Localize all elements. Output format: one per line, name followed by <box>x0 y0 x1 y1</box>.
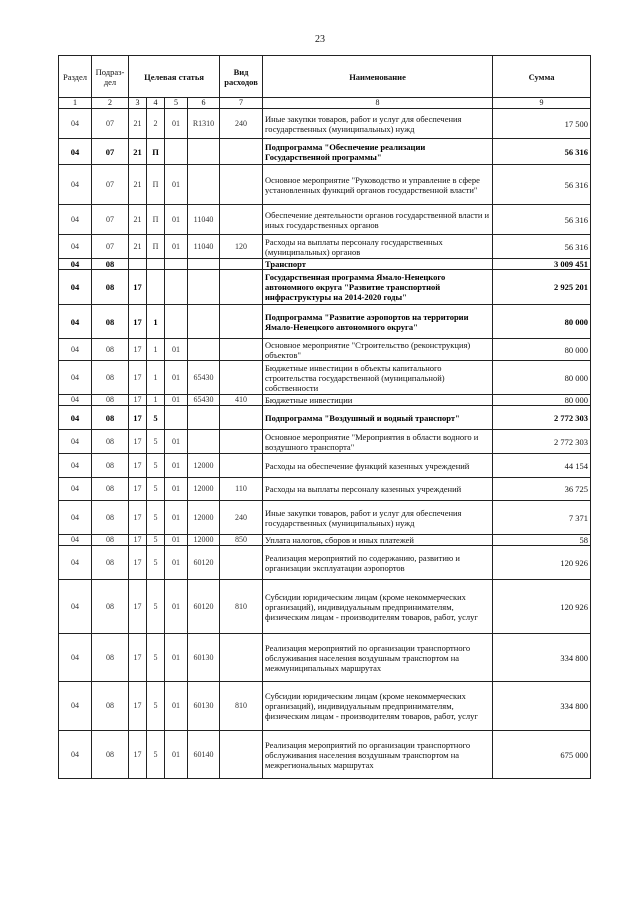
expense-type-cell <box>220 454 263 478</box>
column-number: 4 <box>147 98 165 109</box>
subprogram-code-cell: П <box>147 139 165 165</box>
table-body <box>59 109 591 779</box>
expense-type-cell <box>220 634 263 682</box>
program-code-cell: 17 <box>129 580 147 634</box>
razdel-cell: 04 <box>59 165 92 205</box>
table-row <box>59 546 591 580</box>
expense-type-cell: 850 <box>220 535 263 546</box>
name-cell: Транспорт <box>263 259 493 270</box>
activity-code-cell: 01 <box>165 478 188 501</box>
direction-code-cell: R1310 <box>188 109 220 139</box>
program-code-cell: 21 <box>129 109 147 139</box>
sum-cell: 120 926 <box>493 580 591 634</box>
column-number: 5 <box>165 98 188 109</box>
subprogram-code-cell: П <box>147 235 165 259</box>
table-row <box>59 270 591 305</box>
direction-code-cell: 11040 <box>188 205 220 235</box>
subprogram-code-cell: 5 <box>147 501 165 535</box>
direction-code-cell: 65430 <box>188 395 220 406</box>
column-number: 9 <box>493 98 591 109</box>
header-celevaya-statya: Целевая статья <box>129 56 220 98</box>
table-row <box>59 580 591 634</box>
podrazdel-cell: 08 <box>92 270 129 305</box>
activity-code-cell <box>165 406 188 430</box>
expense-type-cell <box>220 430 263 454</box>
header-razdel: Раздел <box>59 56 92 98</box>
activity-code-cell: 01 <box>165 454 188 478</box>
direction-code-cell <box>188 270 220 305</box>
table-row <box>59 501 591 535</box>
name-cell: Реализация мероприятий по организации транспортного обслуживания населения воздушным транспортом на межмуниципальных маршрутах <box>263 634 493 682</box>
table-row <box>59 305 591 339</box>
expense-type-cell <box>220 731 263 779</box>
activity-code-cell: 01 <box>165 501 188 535</box>
direction-code-cell: 12000 <box>188 501 220 535</box>
sum-cell: 2 772 303 <box>493 430 591 454</box>
subprogram-code-cell <box>147 259 165 270</box>
sum-cell: 3 009 451 <box>493 259 591 270</box>
name-cell: Реализация мероприятий по организации транспортного обслуживания населения воздушным транспортом на межрегиональных маршрутах <box>263 731 493 779</box>
column-number: 6 <box>188 98 220 109</box>
expense-type-cell <box>220 546 263 580</box>
podrazdel-cell: 07 <box>92 109 129 139</box>
subprogram-code-cell: 1 <box>147 395 165 406</box>
podrazdel-cell: 08 <box>92 731 129 779</box>
column-number-row <box>59 98 591 109</box>
podrazdel-cell: 08 <box>92 580 129 634</box>
table-row <box>59 454 591 478</box>
table-row <box>59 682 591 731</box>
program-code-cell: 17 <box>129 501 147 535</box>
expense-type-cell: 240 <box>220 501 263 535</box>
sum-cell: 2 925 201 <box>493 270 591 305</box>
program-code-cell: 17 <box>129 270 147 305</box>
table-row <box>59 478 591 501</box>
sum-cell: 675 000 <box>493 731 591 779</box>
table-row <box>59 165 591 205</box>
razdel-cell: 04 <box>59 634 92 682</box>
podrazdel-cell: 08 <box>92 501 129 535</box>
direction-code-cell <box>188 406 220 430</box>
sum-cell: 334 800 <box>493 634 591 682</box>
subprogram-code-cell: 5 <box>147 682 165 731</box>
program-code-cell: 17 <box>129 430 147 454</box>
program-code-cell: 17 <box>129 535 147 546</box>
expense-type-cell <box>220 205 263 235</box>
name-cell: Расходы на выплаты персоналу казенных учреждений <box>263 478 493 501</box>
sum-cell: 58 <box>493 535 591 546</box>
subprogram-code-cell: П <box>147 165 165 205</box>
expense-type-cell <box>220 139 263 165</box>
subprogram-code-cell: 5 <box>147 454 165 478</box>
column-number: 8 <box>263 98 493 109</box>
razdel-cell: 04 <box>59 580 92 634</box>
razdel-cell: 04 <box>59 501 92 535</box>
subprogram-code-cell: П <box>147 205 165 235</box>
podrazdel-cell: 08 <box>92 546 129 580</box>
program-code-cell: 21 <box>129 139 147 165</box>
razdel-cell: 04 <box>59 259 92 270</box>
program-code-cell: 17 <box>129 731 147 779</box>
podrazdel-cell: 08 <box>92 535 129 546</box>
direction-code-cell <box>188 305 220 339</box>
sum-cell: 36 725 <box>493 478 591 501</box>
sum-cell: 56 316 <box>493 205 591 235</box>
razdel-cell: 04 <box>59 430 92 454</box>
expense-type-cell: 810 <box>220 682 263 731</box>
name-cell: Субсидии юридическим лицам (кроме некоммерческих организаций), индивидуальным предпринимателям, физическим лицам - производителям товаров, работ, услуг <box>263 682 493 731</box>
program-code-cell: 17 <box>129 395 147 406</box>
program-code-cell: 17 <box>129 634 147 682</box>
activity-code-cell: 01 <box>165 339 188 361</box>
podrazdel-cell: 07 <box>92 165 129 205</box>
sum-cell: 7 371 <box>493 501 591 535</box>
name-cell: Иные закупки товаров, работ и услуг для обеспечения государственных (муниципальных) нужд <box>263 501 493 535</box>
subprogram-code-cell: 5 <box>147 580 165 634</box>
name-cell: Обеспечение деятельности органов государственной власти и иных государственных органов <box>263 205 493 235</box>
activity-code-cell: 01 <box>165 731 188 779</box>
sum-cell: 56 316 <box>493 165 591 205</box>
sum-cell: 334 800 <box>493 682 591 731</box>
program-code-cell: 17 <box>129 478 147 501</box>
razdel-cell: 04 <box>59 205 92 235</box>
razdel-cell: 04 <box>59 406 92 430</box>
sum-cell: 80 000 <box>493 361 591 395</box>
direction-code-cell: 12000 <box>188 535 220 546</box>
header-summa: Сумма <box>493 56 591 98</box>
expense-type-cell <box>220 305 263 339</box>
table-row <box>59 109 591 139</box>
podrazdel-cell: 08 <box>92 305 129 339</box>
name-cell: Основное мероприятие "Руководство и управление в сфере установленных функций органов государственной власти" <box>263 165 493 205</box>
sum-cell: 56 316 <box>493 235 591 259</box>
subprogram-code-cell: 5 <box>147 546 165 580</box>
direction-code-cell <box>188 139 220 165</box>
subprogram-code-cell: 5 <box>147 731 165 779</box>
column-number: 2 <box>92 98 129 109</box>
table-row <box>59 205 591 235</box>
razdel-cell: 04 <box>59 305 92 339</box>
sum-cell: 80 000 <box>493 305 591 339</box>
program-code-cell <box>129 259 147 270</box>
subprogram-code-cell: 1 <box>147 361 165 395</box>
activity-code-cell: 01 <box>165 535 188 546</box>
column-number: 7 <box>220 98 263 109</box>
page-number: 23 <box>315 34 325 45</box>
razdel-cell: 04 <box>59 395 92 406</box>
name-cell: Основное мероприятие "Строительство (реконструкция) объектов" <box>263 339 493 361</box>
program-code-cell: 17 <box>129 546 147 580</box>
podrazdel-cell: 08 <box>92 339 129 361</box>
direction-code-cell <box>188 259 220 270</box>
direction-code-cell <box>188 430 220 454</box>
expense-type-cell <box>220 165 263 205</box>
budget-table <box>58 55 591 779</box>
direction-code-cell: 60120 <box>188 580 220 634</box>
sum-cell: 44 154 <box>493 454 591 478</box>
expense-type-cell <box>220 259 263 270</box>
subprogram-code-cell: 2 <box>147 109 165 139</box>
activity-code-cell <box>165 305 188 339</box>
direction-code-cell: 60120 <box>188 546 220 580</box>
table-row <box>59 361 591 395</box>
column-number: 1 <box>59 98 92 109</box>
razdel-cell: 04 <box>59 546 92 580</box>
direction-code-cell: 11040 <box>188 235 220 259</box>
podrazdel-cell: 07 <box>92 205 129 235</box>
subprogram-code-cell: 1 <box>147 305 165 339</box>
subprogram-code-cell: 5 <box>147 478 165 501</box>
activity-code-cell: 01 <box>165 546 188 580</box>
program-code-cell: 17 <box>129 454 147 478</box>
expense-type-cell <box>220 270 263 305</box>
activity-code-cell: 01 <box>165 205 188 235</box>
name-cell: Иные закупки товаров, работ и услуг для обеспечения государственных (муниципальных) нужд <box>263 109 493 139</box>
program-code-cell: 17 <box>129 339 147 361</box>
expense-type-cell: 110 <box>220 478 263 501</box>
activity-code-cell <box>165 270 188 305</box>
expense-type-cell <box>220 339 263 361</box>
expense-type-cell: 240 <box>220 109 263 139</box>
program-code-cell: 17 <box>129 682 147 731</box>
activity-code-cell <box>165 259 188 270</box>
name-cell: Расходы на обеспечение функций казенных учреждений <box>263 454 493 478</box>
name-cell: Реализация мероприятий по содержанию, развитию и организации эксплуатации аэропортов <box>263 546 493 580</box>
sum-cell: 80 000 <box>493 339 591 361</box>
table-row <box>59 634 591 682</box>
program-code-cell: 21 <box>129 165 147 205</box>
name-cell: Бюджетные инвестиции в объекты капитального строительства государственной (муниципальной) собственности <box>263 361 493 395</box>
name-cell: Государственная программа Ямало-Ненецкого автономного округа "Развитие транспортной инфраструктуры на 2014-2020 годы" <box>263 270 493 305</box>
name-cell: Бюджетные инвестиции <box>263 395 493 406</box>
table-row <box>59 406 591 430</box>
podrazdel-cell: 08 <box>92 682 129 731</box>
name-cell: Подпрограмма "Развитие аэропортов на территории Ямало-Ненецкого автономного округа" <box>263 305 493 339</box>
podrazdel-cell: 08 <box>92 361 129 395</box>
activity-code-cell: 01 <box>165 682 188 731</box>
podrazdel-cell: 08 <box>92 634 129 682</box>
sum-cell: 56 316 <box>493 139 591 165</box>
podrazdel-cell: 08 <box>92 259 129 270</box>
subprogram-code-cell: 1 <box>147 339 165 361</box>
sum-cell: 80 000 <box>493 395 591 406</box>
table-row <box>59 235 591 259</box>
direction-code-cell: 65430 <box>188 361 220 395</box>
table-row <box>59 395 591 406</box>
program-code-cell: 17 <box>129 305 147 339</box>
activity-code-cell: 01 <box>165 395 188 406</box>
razdel-cell: 04 <box>59 454 92 478</box>
direction-code-cell <box>188 339 220 361</box>
podrazdel-cell: 07 <box>92 139 129 165</box>
name-cell: Расходы на выплаты персоналу государственных (муниципальных) органов <box>263 235 493 259</box>
program-code-cell: 17 <box>129 406 147 430</box>
sum-cell: 17 500 <box>493 109 591 139</box>
expense-type-cell: 810 <box>220 580 263 634</box>
direction-code-cell <box>188 165 220 205</box>
razdel-cell: 04 <box>59 235 92 259</box>
activity-code-cell: 01 <box>165 165 188 205</box>
name-cell: Основное мероприятие "Мероприятия в области водного и воздушного транспорта" <box>263 430 493 454</box>
program-code-cell: 17 <box>129 361 147 395</box>
razdel-cell: 04 <box>59 270 92 305</box>
header-naimenovanie: Наименование <box>263 56 493 98</box>
sum-cell: 2 772 303 <box>493 406 591 430</box>
activity-code-cell: 01 <box>165 580 188 634</box>
direction-code-cell: 60130 <box>188 682 220 731</box>
razdel-cell: 04 <box>59 478 92 501</box>
direction-code-cell: 12000 <box>188 454 220 478</box>
podrazdel-cell: 08 <box>92 395 129 406</box>
table-row <box>59 430 591 454</box>
subprogram-code-cell <box>147 270 165 305</box>
activity-code-cell: 01 <box>165 634 188 682</box>
activity-code-cell <box>165 139 188 165</box>
activity-code-cell: 01 <box>165 109 188 139</box>
table-row <box>59 731 591 779</box>
activity-code-cell: 01 <box>165 361 188 395</box>
column-number: 3 <box>129 98 147 109</box>
subprogram-code-cell: 5 <box>147 634 165 682</box>
direction-code-cell: 60130 <box>188 634 220 682</box>
table-row <box>59 139 591 165</box>
program-code-cell: 21 <box>129 205 147 235</box>
razdel-cell: 04 <box>59 535 92 546</box>
sum-cell: 120 926 <box>493 546 591 580</box>
name-cell: Уплата налогов, сборов и иных платежей <box>263 535 493 546</box>
podrazdel-cell: 08 <box>92 430 129 454</box>
razdel-cell: 04 <box>59 339 92 361</box>
name-cell: Подпрограмма "Воздушный и водный транспорт" <box>263 406 493 430</box>
header-vid-rashodov: Вид расходов <box>220 56 263 98</box>
name-cell: Подпрограмма "Обеспечение реализации Государственной программы" <box>263 139 493 165</box>
razdel-cell: 04 <box>59 682 92 731</box>
podrazdel-cell: 07 <box>92 235 129 259</box>
name-cell: Субсидии юридическим лицам (кроме некоммерческих организаций), индивидуальным предпринимателям, физическим лицам - производителям товаров, работ, услуг <box>263 580 493 634</box>
header-podrazdel: Подраз-дел <box>92 56 129 98</box>
subprogram-code-cell: 5 <box>147 430 165 454</box>
subprogram-code-cell: 5 <box>147 406 165 430</box>
program-code-cell: 21 <box>129 235 147 259</box>
direction-code-cell: 12000 <box>188 478 220 501</box>
table-row <box>59 259 591 270</box>
podrazdel-cell: 08 <box>92 454 129 478</box>
razdel-cell: 04 <box>59 109 92 139</box>
podrazdel-cell: 08 <box>92 478 129 501</box>
table-row <box>59 339 591 361</box>
expense-type-cell: 120 <box>220 235 263 259</box>
razdel-cell: 04 <box>59 139 92 165</box>
direction-code-cell: 60140 <box>188 731 220 779</box>
razdel-cell: 04 <box>59 731 92 779</box>
subprogram-code-cell: 5 <box>147 535 165 546</box>
razdel-cell: 04 <box>59 361 92 395</box>
expense-type-cell <box>220 361 263 395</box>
activity-code-cell: 01 <box>165 430 188 454</box>
podrazdel-cell: 08 <box>92 406 129 430</box>
activity-code-cell: 01 <box>165 235 188 259</box>
table-row <box>59 535 591 546</box>
expense-type-cell <box>220 406 263 430</box>
expense-type-cell: 410 <box>220 395 263 406</box>
